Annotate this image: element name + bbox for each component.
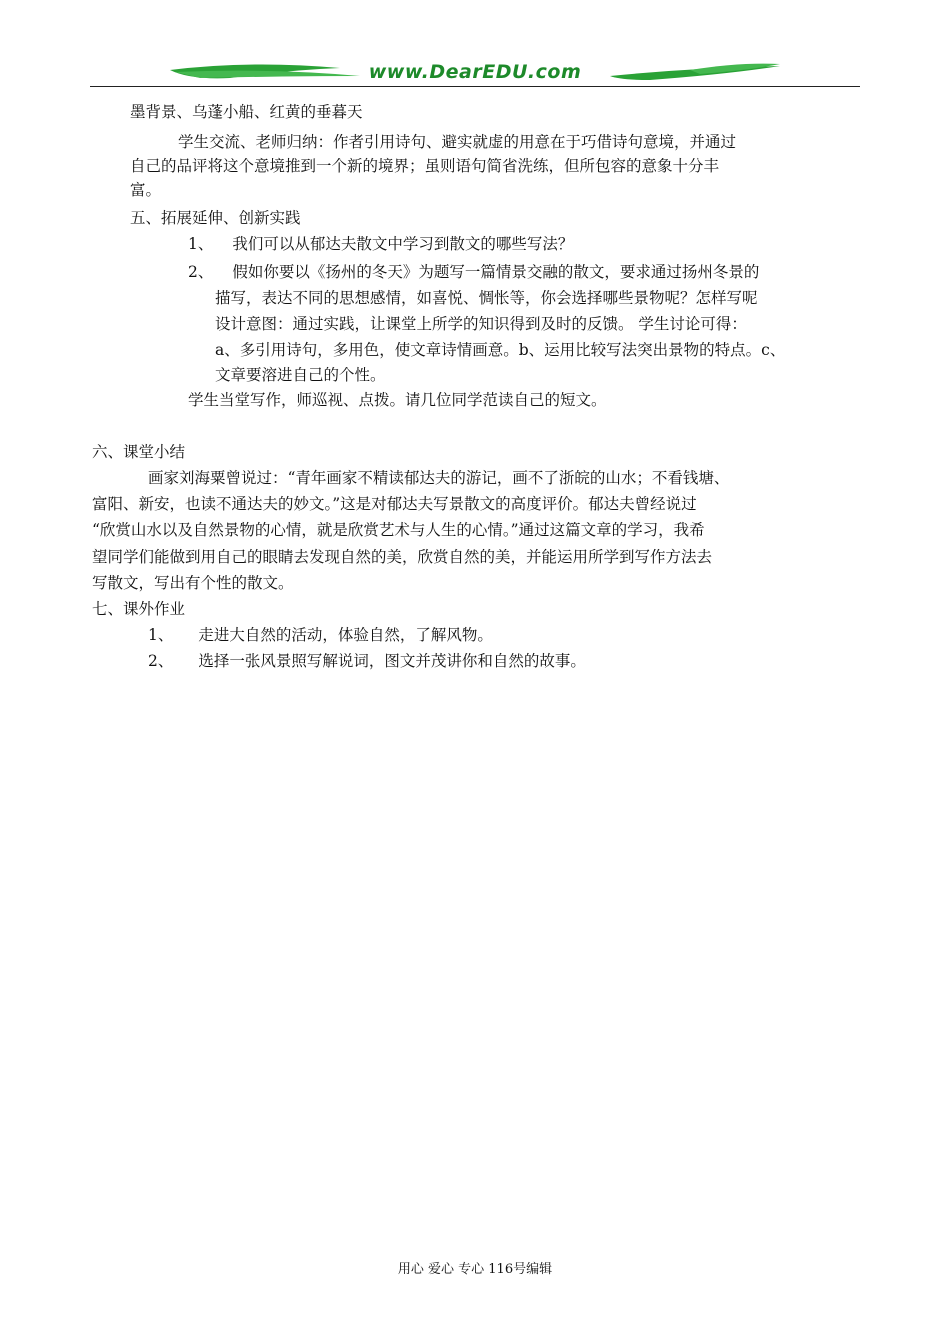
list-item — [188, 232, 573, 256]
list-item-text: 走进大自然的活动，体验自然，了解风物。 — [198, 626, 493, 644]
text-line: a、多引用诗句，多用色，使文章诗情画意。b、运用比较写法突出景物的特点。c、 — [215, 341, 786, 359]
list-item-text: 选择一张风景照写解说词，图文并茂讲你和自然的故事。 — [198, 652, 586, 670]
text-line: 设计意图：通过实践，让课堂上所学的知识得到及时的反馈。 学生讨论可得： — [215, 315, 747, 333]
section-heading: 六、课堂小结 — [92, 443, 186, 461]
section-heading: 五、拓展延伸、创新实践 — [130, 209, 301, 227]
text-line: 富。 — [130, 181, 162, 199]
list-item-number: 2、 — [188, 263, 214, 281]
section-heading: 七、课外作业 — [92, 600, 186, 618]
list-item-number: 1、 — [188, 235, 214, 253]
text-line: 学生交流、老师归纳：作者引用诗句、避实就虚的用意在于巧借诗句意境，并通过 — [178, 133, 737, 151]
text-line: 富阳、新安，也读不通达夫的妙文。”这是对郁达夫写景散文的高度评价。郁达夫曾经说过 — [92, 495, 697, 513]
page-header — [90, 58, 860, 90]
page-footer: 用心 爱心 专心 116号编辑 — [397, 1262, 553, 1277]
header-divider — [90, 86, 860, 87]
text-line: 文章要溶进自己的个性。 — [215, 366, 386, 384]
text-line: 学生当堂写作，师巡视、点拨。请几位同学范读自己的短文。 — [188, 391, 607, 409]
text-line: 画家刘海粟曾说过：“青年画家不精读郁达夫的游记，画不了浙皖的山水；不看钱塘、 — [148, 469, 730, 487]
text-line: 写散文，写出有个性的散文。 — [92, 574, 294, 592]
text-line: 墨背景、乌蓬小船、红黄的垂暮天 — [130, 103, 363, 121]
list-item — [148, 649, 586, 673]
list-item — [148, 623, 493, 647]
text-line: “欣赏山水以及自然景物的心情，就是欣赏艺术与人生的心情。”通过这篇文章的学习，我希 — [92, 521, 705, 539]
list-item-number: 2、 — [148, 652, 174, 670]
text-line: 望同学们能做到用自己的眼睛去发现自然的美，欣赏自然的美，并能运用所学到写作方法去 — [92, 548, 713, 566]
list-item-text: 我们可以从郁达夫散文中学习到散文的哪些写法？ — [232, 235, 574, 253]
list-item-text: 假如你要以《扬州的冬天》为题写一篇情景交融的散文，要求通过扬州冬景的 — [232, 263, 760, 281]
list-item-number: 1、 — [148, 626, 174, 644]
site-logo-text: www.DearEDU.com — [368, 61, 582, 83]
text-line: 自己的品评将这个意境推到一个新的境界；虽则语句简省洗练，但所包容的意象十分丰 — [130, 157, 720, 175]
text-line: 描写，表达不同的思想感情，如喜悦、惆怅等，你会选择哪些景物呢？怎样写呢 — [215, 289, 758, 307]
list-item — [188, 260, 759, 284]
